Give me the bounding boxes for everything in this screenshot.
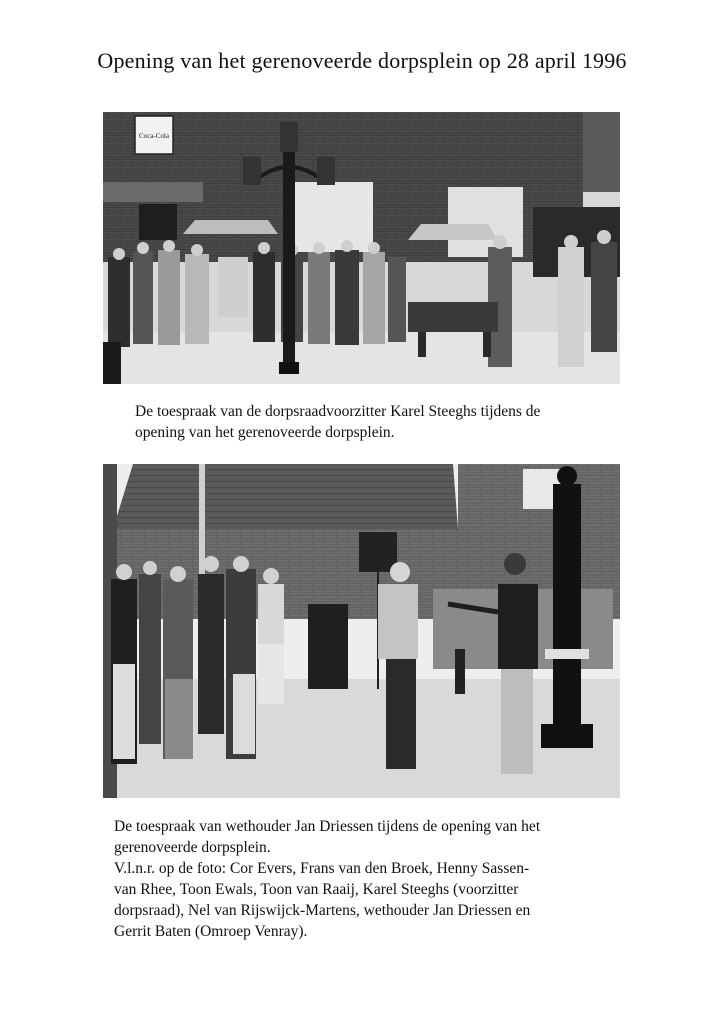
caption-photo-1	[135, 401, 615, 443]
coca-cola-sign-text: Coca-Cola	[139, 132, 169, 140]
page-title: Opening van het gerenoveerde dorpsplein op 28 april 1996	[97, 48, 627, 73]
caption-photo-2	[114, 816, 614, 942]
caption-line: opening van het gerenoveerde dorpsplein.	[135, 424, 395, 441]
caption-line: Gerrit Baten (Omroep Venray).	[114, 923, 308, 940]
caption-line: gerenoveerde dorpsplein.	[114, 839, 271, 856]
caption-line: van Rhee, Toon Ewals, Toon van Raaij, Karel Steeghs (voorzitter	[114, 881, 519, 898]
caption-line: De toespraak van wethouder Jan Driessen tijdens de opening van het	[114, 818, 541, 835]
photo-2-image	[103, 464, 620, 798]
photo-1-image	[103, 112, 620, 384]
caption-line: V.l.n.r. op de foto: Cor Evers, Frans van den Broek, Henny Sassen-	[114, 860, 530, 877]
photo-speech-wethouder	[103, 464, 620, 798]
caption-line: dorpsraad), Nel van Rijswijck-Martens, wethouder Jan Driessen en	[114, 902, 531, 919]
photo-speech-dorpsraad	[103, 112, 620, 384]
caption-line: De toespraak van de dorpsraadvoorzitter Karel Steeghs tijdens de	[135, 403, 541, 420]
